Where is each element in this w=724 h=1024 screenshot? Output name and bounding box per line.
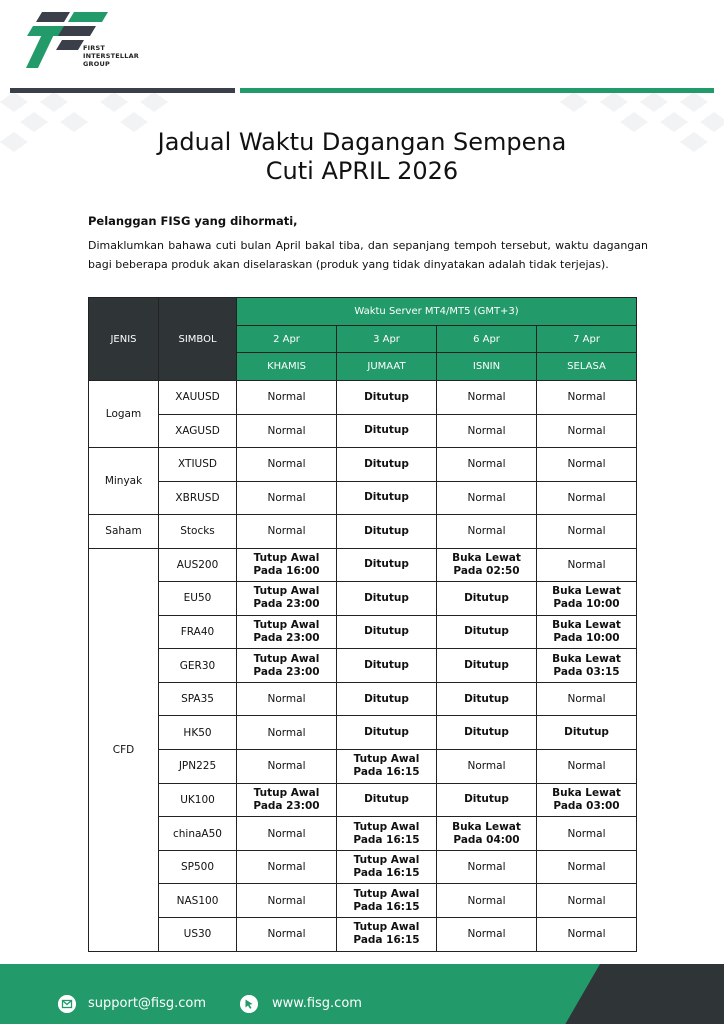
header-stripe-green (240, 88, 714, 93)
symbol-cell: GER30 (159, 649, 237, 683)
footer (0, 964, 724, 1024)
status-cell: Tutup Awal Pada 16:15 (337, 750, 437, 784)
status-cell: Ditutup (337, 682, 437, 716)
status-cell: Normal (437, 750, 537, 784)
status-cell: Normal (237, 414, 337, 448)
status-cell: Buka Lewat Pada 04:00 (437, 817, 537, 851)
status-cell: Tutup Awal Pada 23:00 (237, 783, 337, 817)
category-cell: Saham (89, 515, 159, 549)
status-cell: Normal (237, 850, 337, 884)
table-row (89, 817, 637, 851)
status-cell: Tutup Awal Pada 23:00 (237, 615, 337, 649)
status-cell: Normal (237, 448, 337, 482)
status-cell: Buka Lewat Pada 03:15 (537, 649, 637, 683)
symbol-cell: JPN225 (159, 750, 237, 784)
table-row (89, 615, 637, 649)
status-cell: Ditutup (337, 515, 437, 549)
symbol-cell: XAUUSD (159, 381, 237, 415)
table-row (89, 682, 637, 716)
footer-green-band (0, 964, 560, 1024)
status-cell: Normal (537, 414, 637, 448)
status-cell: Ditutup (337, 448, 437, 482)
header-stripe-dark (10, 88, 235, 93)
status-cell: Ditutup (337, 649, 437, 683)
symbol-cell: AUS200 (159, 548, 237, 582)
status-cell: Ditutup (437, 783, 537, 817)
symbol-cell: XBRUSD (159, 481, 237, 515)
symbol-cell: SP500 (159, 850, 237, 884)
status-cell: Ditutup (337, 381, 437, 415)
status-cell: Tutup Awal Pada 16:15 (337, 817, 437, 851)
date-header: 2 Apr (237, 326, 337, 353)
table-row (89, 918, 637, 952)
status-cell: Tutup Awal Pada 23:00 (237, 582, 337, 616)
footer-email[interactable]: support@fisg.com (88, 996, 207, 1011)
schedule-body (89, 381, 637, 952)
table-row (89, 515, 637, 549)
status-cell: Normal (537, 750, 637, 784)
table-row (89, 649, 637, 683)
status-cell: Tutup Awal Pada 16:15 (337, 918, 437, 952)
notice-paragraph: Dimaklumkan bahawa cuti bulan April bakal tiba, dan sepanjang tempoh tersebut, waktu dagangan bagi beberapa produk akan diselaraskan (produk yang tidak dinyatakan adalah tidak terjejas). (88, 239, 648, 271)
status-cell: Normal (437, 414, 537, 448)
status-cell: Ditutup (437, 682, 537, 716)
status-cell: Buka Lewat Pada 10:00 (537, 615, 637, 649)
status-cell: Ditutup (337, 548, 437, 582)
status-cell: Normal (237, 381, 337, 415)
symbol-cell: FRA40 (159, 615, 237, 649)
status-cell: Tutup Awal Pada 23:00 (237, 649, 337, 683)
day-header: SELASA (537, 353, 637, 381)
symbol-cell: Stocks (159, 515, 237, 549)
table-row (89, 448, 637, 482)
status-cell: Normal (537, 817, 637, 851)
status-cell: Ditutup (437, 615, 537, 649)
status-cell: Normal (537, 884, 637, 918)
status-cell: Ditutup (337, 414, 437, 448)
table-row (89, 481, 637, 515)
day-header: JUMAAT (337, 353, 437, 381)
status-cell: Normal (237, 481, 337, 515)
symbol-cell: SPA35 (159, 682, 237, 716)
table-row (89, 750, 637, 784)
status-cell: Normal (437, 850, 537, 884)
col-header-jenis: JENIS (89, 298, 159, 381)
symbol-cell: XTIUSD (159, 448, 237, 482)
status-cell: Tutup Awal Pada 16:00 (237, 548, 337, 582)
status-cell: Buka Lewat Pada 02:50 (437, 548, 537, 582)
status-cell: Normal (237, 682, 337, 716)
cursor-icon (240, 995, 258, 1013)
status-cell: Ditutup (437, 716, 537, 750)
status-cell: Normal (537, 918, 637, 952)
symbol-cell: NAS100 (159, 884, 237, 918)
footer-website[interactable]: www.fisg.com (272, 996, 362, 1011)
status-cell: Ditutup (337, 783, 437, 817)
status-cell: Buka Lewat Pada 10:00 (537, 582, 637, 616)
table-row (89, 850, 637, 884)
table-row (89, 414, 637, 448)
status-cell: Ditutup (437, 582, 537, 616)
day-header: KHAMIS (237, 353, 337, 381)
status-cell: Normal (437, 918, 537, 952)
status-cell: Normal (537, 481, 637, 515)
table-row (89, 582, 637, 616)
status-cell: Normal (537, 850, 637, 884)
status-cell: Normal (437, 481, 537, 515)
status-cell: Tutup Awal Pada 16:15 (337, 884, 437, 918)
schedule-table (88, 297, 637, 952)
table-row (89, 783, 637, 817)
page-title: Jadual Waktu Dagangan Sempena Cuti APRIL 2026 (157, 128, 567, 185)
status-cell: Buka Lewat Pada 03:00 (537, 783, 637, 817)
brand-logo-text: FIRST INTERSTELLAR GROUP (83, 44, 140, 68)
category-cell: Logam (89, 381, 159, 448)
greeting: Pelanggan FISG yang dihormati, (88, 214, 298, 228)
table-row (89, 884, 637, 918)
status-cell: Normal (237, 716, 337, 750)
status-cell: Normal (237, 918, 337, 952)
status-cell: Ditutup (337, 716, 437, 750)
status-cell: Ditutup (337, 481, 437, 515)
status-cell: Normal (237, 817, 337, 851)
symbol-cell: HK50 (159, 716, 237, 750)
col-header-simbol: SIMBOL (159, 298, 237, 381)
symbol-cell: chinaA50 (159, 817, 237, 851)
symbol-cell: UK100 (159, 783, 237, 817)
status-cell: Tutup Awal Pada 16:15 (337, 850, 437, 884)
table-row (89, 381, 637, 415)
status-cell: Normal (537, 381, 637, 415)
status-cell: Ditutup (337, 615, 437, 649)
day-header: ISNIN (437, 353, 537, 381)
date-header: 6 Apr (437, 326, 537, 353)
date-header: 3 Apr (337, 326, 437, 353)
status-cell: Normal (237, 884, 337, 918)
category-cell: CFD (89, 548, 159, 951)
status-cell: Normal (237, 515, 337, 549)
status-cell: Normal (537, 548, 637, 582)
category-cell: Minyak (89, 448, 159, 515)
status-cell: Ditutup (337, 582, 437, 616)
table-row (89, 716, 637, 750)
status-cell: Normal (437, 381, 537, 415)
status-cell: Normal (437, 884, 537, 918)
status-cell: Normal (437, 448, 537, 482)
table-row (89, 548, 637, 582)
symbol-cell: XAGUSD (159, 414, 237, 448)
status-cell: Ditutup (437, 649, 537, 683)
date-header: 7 Apr (537, 326, 637, 353)
symbol-cell: EU50 (159, 582, 237, 616)
status-cell: Normal (237, 750, 337, 784)
status-cell: Normal (537, 448, 637, 482)
server-time-header: Waktu Server MT4/MT5 (GMT+3) (237, 298, 637, 326)
status-cell: Normal (437, 515, 537, 549)
status-cell: Normal (537, 682, 637, 716)
status-cell: Normal (537, 515, 637, 549)
status-cell: Ditutup (537, 716, 637, 750)
symbol-cell: US30 (159, 918, 237, 952)
email-icon (58, 995, 76, 1013)
